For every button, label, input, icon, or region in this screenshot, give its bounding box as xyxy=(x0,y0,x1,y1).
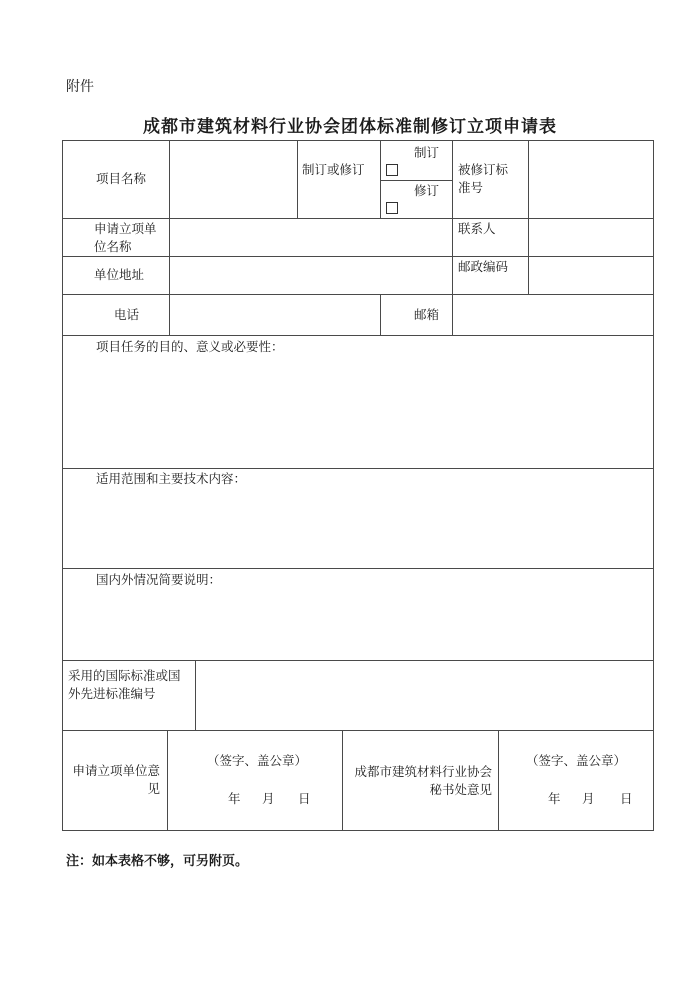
row-divider xyxy=(62,335,654,336)
col-divider xyxy=(528,140,529,295)
col-divider xyxy=(297,140,298,218)
revise-checkbox[interactable] xyxy=(386,202,398,214)
table-border-right xyxy=(653,140,654,830)
row-divider xyxy=(62,468,654,469)
scope-label: 适用范围和主要技术内容： xyxy=(96,471,247,486)
address-input[interactable] xyxy=(174,264,450,288)
col-divider xyxy=(195,660,196,730)
address-label: 单位地址 xyxy=(94,267,145,282)
table-border-bottom xyxy=(62,830,654,831)
contact-label: 联系人 xyxy=(458,221,496,236)
applicant-sign-seal: （签字、盖公章） xyxy=(206,753,307,768)
applicant-opinion-label: 申请立项单位意见 xyxy=(72,763,160,796)
applicant-unit-input[interactable] xyxy=(174,226,450,250)
intl-standard-input[interactable] xyxy=(202,668,650,726)
col-divider xyxy=(380,140,381,218)
secretariat-date-day: 日 xyxy=(620,791,633,806)
postcode-input[interactable] xyxy=(532,264,652,288)
col-divider xyxy=(380,294,381,335)
phone-input[interactable] xyxy=(174,303,378,327)
row-divider xyxy=(62,660,654,661)
project-name-input[interactable] xyxy=(174,168,296,192)
footnote: 注：如本表格不够，可另附页。 xyxy=(66,854,249,869)
col-divider xyxy=(452,140,453,295)
table-border-top xyxy=(62,140,654,141)
col-divider xyxy=(169,294,170,335)
scope-textarea[interactable] xyxy=(96,492,650,566)
col-divider xyxy=(342,730,343,830)
application-form-table xyxy=(62,140,654,830)
purpose-label: 项目任务的目的、意义或必要性： xyxy=(96,339,284,354)
secretariat-sign-seal: （签字、盖公章） xyxy=(525,753,626,768)
row-divider xyxy=(62,256,654,257)
phone-label: 电话 xyxy=(114,307,140,322)
col-divider xyxy=(498,730,499,830)
revised-standard-label: 被修订标准号 xyxy=(458,162,509,195)
col-divider xyxy=(167,730,168,830)
applicant-date-month: 月 xyxy=(262,791,275,806)
table-border-left xyxy=(62,140,63,830)
secretariat-opinion-label: 成都市建筑材料行业协会秘书处意见 xyxy=(354,764,492,797)
row-divider xyxy=(62,568,654,569)
row-divider xyxy=(62,218,654,219)
situation-textarea[interactable] xyxy=(96,592,650,658)
intl-standard-label: 采用的国际标准或国外先进标准编号 xyxy=(68,668,181,701)
make-checkbox[interactable] xyxy=(386,164,398,176)
attachment-label: 附件 xyxy=(66,79,94,95)
email-label: 邮箱 xyxy=(414,307,440,322)
revise-label: 修订 xyxy=(414,183,440,198)
situation-label: 国内外情况简要说明： xyxy=(96,572,222,587)
checkbox-cell-divider xyxy=(380,180,452,181)
purpose-textarea[interactable] xyxy=(96,360,650,464)
secretariat-date-month: 月 xyxy=(582,791,595,806)
applicant-date-year: 年 xyxy=(228,791,241,806)
row-divider xyxy=(62,730,654,731)
secretariat-date-year: 年 xyxy=(548,791,561,806)
row-divider xyxy=(62,294,654,295)
form-title: 成都市建筑材料行业协会团体标准制修订立项申请表 xyxy=(143,117,557,137)
revised-standard-input[interactable] xyxy=(532,168,652,192)
applicant-unit-label: 申请立项单位名称 xyxy=(94,221,157,254)
make-or-revise-label: 制订或修订 xyxy=(302,162,365,177)
col-divider xyxy=(452,294,453,335)
col-divider xyxy=(169,140,170,295)
contact-input[interactable] xyxy=(532,226,652,250)
make-label: 制订 xyxy=(414,145,440,160)
postcode-label: 邮政编码 xyxy=(458,259,509,274)
email-input[interactable] xyxy=(458,303,652,327)
applicant-date-day: 日 xyxy=(298,791,311,806)
project-name-label: 项目名称 xyxy=(96,171,147,186)
